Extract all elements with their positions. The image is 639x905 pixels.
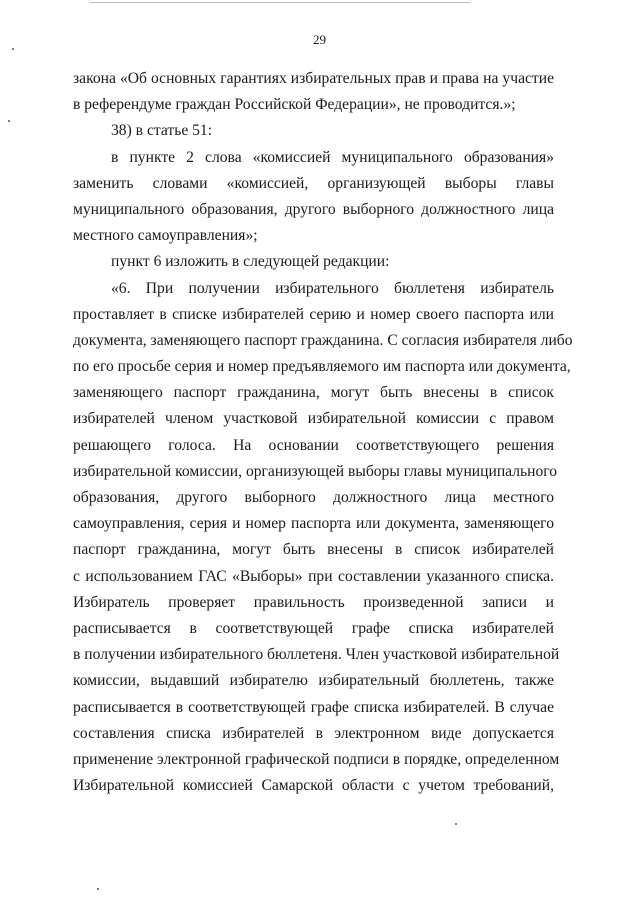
text-line: документа, заменяющего паспорт гражданина. С согласия избирателя либо <box>73 331 573 349</box>
text-line: решающего голоса. На основании соответствующего решения <box>73 436 554 454</box>
scan-speck <box>12 48 14 50</box>
text-line: образования, другого выборного должностного лица местного <box>73 489 554 506</box>
scan-speck <box>8 120 10 122</box>
document-body <box>73 66 573 799</box>
text-line: закона «Об основных гарантиях избирательных прав и права на участие <box>73 70 554 87</box>
text-line: расписывается в соответствующей графе списка избирателей <box>73 619 554 637</box>
text-line: в получении избирательного бюллетеня. Член участковой избирательной <box>73 646 560 664</box>
scan-speck <box>97 888 99 890</box>
page-number: 29 <box>313 32 326 47</box>
text-line: местного самоуправления»; <box>73 227 258 245</box>
text-line: комиссии, выдавший избирателю избирательный бюллетень, также <box>73 672 554 690</box>
text-line: в референдуме граждан Российской Федерации», не проводится.»; <box>73 96 516 114</box>
text-line: паспорт гражданина, могут быть внесены в список избирателей <box>73 541 554 559</box>
text-line: заменяющего паспорт гражданина, могут быть внесены в список <box>73 384 554 402</box>
scan-speck <box>455 823 457 825</box>
text-line: Избирательной комиссией Самарской области с учетом требований, <box>73 777 554 795</box>
text-line: муниципального образования, другого выборного должностного лица <box>73 200 554 218</box>
text-line: в пункте 2 слова «комиссией муниципального образования» <box>111 148 554 166</box>
text-line: избирательной комиссии, организующей выборы главы муниципального <box>73 462 558 480</box>
text-line: «6. При получении избирательного бюллетеня избиратель <box>111 279 554 297</box>
text-line: заменить словами «комиссией, организующей выборы главы <box>73 174 554 192</box>
scan-edge-line <box>90 2 470 3</box>
text-line: Избиратель проверяет правильность произведенной записи и <box>73 593 554 611</box>
text-line: избирателей членом участковой избирательной комиссии с правом <box>73 410 554 428</box>
text-line: расписывается в соответствующей графе списка избирателей. В случае <box>73 698 554 716</box>
text-line: с использованием ГАС «Выборы» при составлении указанного списка. <box>73 567 554 585</box>
text-line: применение электронной графической подписи в порядке, определенном <box>73 750 560 768</box>
text-line: составления списка избирателей в электронном виде допускается <box>73 724 554 742</box>
text-line: проставляет в списке избирателей серию и номер своего паспорта или <box>73 305 554 323</box>
text-line: пункт 6 изложить в следующей редакции: <box>111 253 390 271</box>
text-line: по его просьбе серия и номер предъявляемого им паспорта или документа, <box>73 358 571 376</box>
text-line: 38) в статье 51: <box>111 122 213 140</box>
text-line: самоуправления, серия и номер паспорта или документа, заменяющего <box>73 515 554 533</box>
